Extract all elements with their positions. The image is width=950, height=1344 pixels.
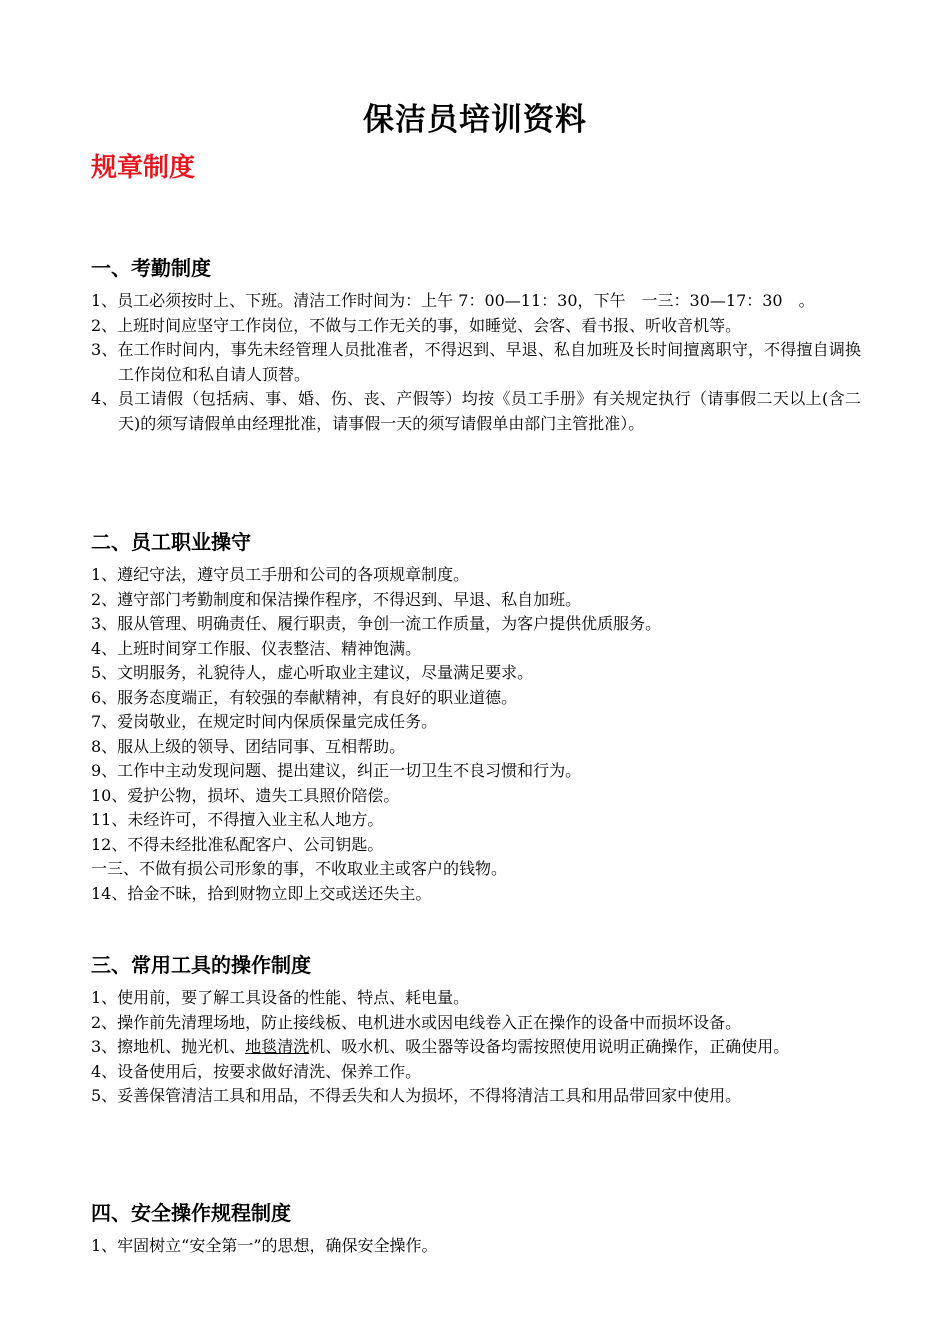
list-item: 11、未经许可，不得擅入业主私人地方。 <box>91 810 384 829</box>
list-item: 8、服从上级的领导、团结同事、互相帮助。 <box>91 736 406 756</box>
list-item: 5、妥善保管清洁工具和用品，不得丢失和人为损坏，不得将清洁工具和用品带回家中使用。 <box>91 1086 742 1105</box>
section-heading: 一、考勤制度 <box>91 256 211 280</box>
section-heading: 三、常用工具的操作制度 <box>91 953 311 977</box>
section-attendance <box>91 253 861 436</box>
list-item: 14、拾金不昧，拾到财物立即上交或送还失主。 <box>91 883 432 903</box>
list-item: 1、使用前，要了解工具设备的性能、特点、耗电量。 <box>91 988 470 1007</box>
list-item <box>91 1035 861 1060</box>
list-item: 4、设备使用后，按要求做好清洗、保养工作。 <box>91 1061 422 1081</box>
list-item: 7、爱岗敬业，在规定时间内保质保量完成任务。 <box>91 712 438 731</box>
list-item: 9、工作中主动发现问题、提出建议，纠正一切卫生不良习惯和行为。 <box>91 761 582 780</box>
list-item: 3、服从管理、明确责任、履行职责，争创一流工作质量，为客户提供优质服务。 <box>91 614 662 633</box>
list-item: 12、不得未经批准私配客户、公司钥匙。 <box>91 834 384 854</box>
list-item: 1、牢固树立“安全第一”的思想，确保安全操作。 <box>91 1236 438 1255</box>
list-item: 2、操作前先清理场地，防止接线板、电机进水或因电线卷入正在操作的设备中而损坏设备。 <box>91 1012 742 1032</box>
list-item: 4、员工请假（包括病、事、婚、伤、丧、产假等）均按《员工手册》有关规定执行（请事假二天以上(含二天)的须写请假单由经理批准，请事假一天的须写请假单由部门主管批准）。 <box>91 389 861 433</box>
document-title: 保洁员培训资料 <box>363 102 587 138</box>
list-item: 1、员工必须按时上、下班。清洁工作时间为：上午 7：00—11：30，下午 一三：30—17：30 。 <box>91 291 815 310</box>
list-item-text: 3、擦地机、抛光机、 <box>91 1037 246 1056</box>
section-heading: 四、安全操作规程制度 <box>91 1201 291 1225</box>
list-item: 一三、不做有损公司形象的事，不收取业主或客户的钱物。 <box>91 859 508 878</box>
list-item: 2、上班时间应坚守工作岗位，不做与工作无关的事，如睡觉、会客、看书报、听收音机等。 <box>91 315 742 335</box>
list-item: 2、遵守部门考勤制度和保洁操作程序，不得迟到、早退、私自加班。 <box>91 589 582 609</box>
section-heading: 二、员工职业操守 <box>91 530 251 554</box>
document-subtitle: 规章制度 <box>91 153 196 183</box>
list-item: 5、文明服务，礼貌待人，虚心听取业主建议，尽量满足要求。 <box>91 663 534 682</box>
section-tool-operation <box>91 950 861 1109</box>
list-item: 4、上班时间穿工作服、仪表整洁、精神饱满。 <box>91 638 422 658</box>
list-item: 3、在工作时间内，事先未经管理人员批准者，不得迟到、早退、私自加班及长时间擅离职守，不得擅自调换工作岗位和私自请人顶替。 <box>91 340 861 384</box>
list-item: 10、爱护公物，损坏、遗失工具照价陪偿。 <box>91 785 400 805</box>
section-professional-conduct <box>91 527 861 906</box>
underlined-term: 地毯清洗 <box>245 1037 310 1056</box>
list-item: 6、服务态度端正，有较强的奉献精神，有良好的职业道德。 <box>91 687 518 707</box>
section-safety-operation <box>91 1198 861 1259</box>
list-item-text: 机、吸水机、吸尘器等设备均需按照使用说明正确操作，正确使用。 <box>309 1037 790 1056</box>
list-item: 1、遵纪守法，遵守员工手册和公司的各项规章制度。 <box>91 565 470 584</box>
